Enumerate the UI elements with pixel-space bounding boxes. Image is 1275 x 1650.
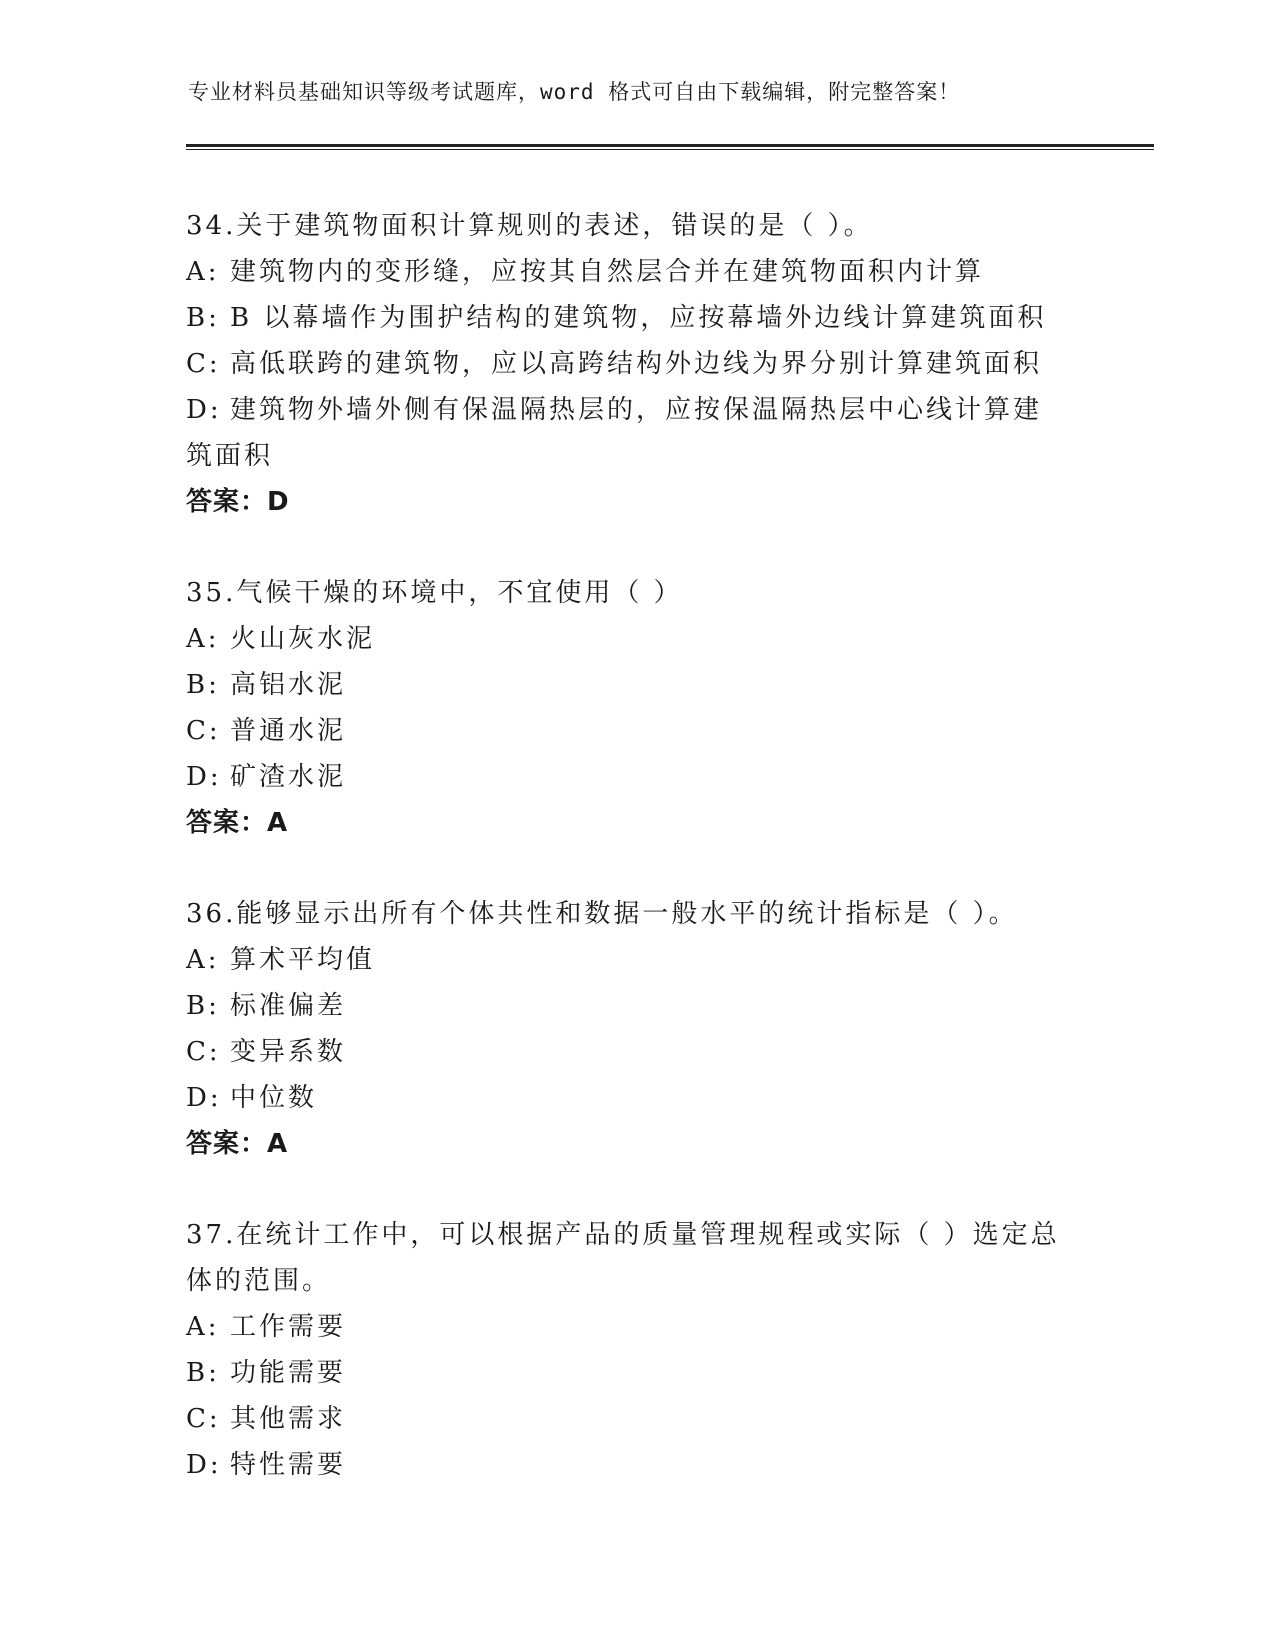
- option-c: [186, 1029, 1086, 1075]
- option-b: [186, 295, 1086, 341]
- question-stem: [186, 891, 1066, 937]
- option-a: [186, 1304, 1086, 1350]
- option-text: 高铝水泥: [230, 670, 347, 700]
- option-d: [186, 754, 1086, 800]
- question-stem: [186, 570, 1066, 616]
- option-c: [186, 708, 1086, 754]
- header-divider: [186, 144, 1154, 150]
- option-key: B:: [186, 991, 220, 1021]
- option-text: 标准偏差: [230, 991, 347, 1021]
- option-text: 矿渣水泥: [230, 762, 347, 792]
- answer-label: 答案：A: [186, 808, 289, 838]
- option-d: [186, 1442, 1086, 1488]
- option-text: 工作需要: [230, 1312, 347, 1342]
- option-text: 建筑物外墙外侧有保温隔热层的，应按保温隔热层中心线计算建筑面积: [186, 395, 1043, 471]
- question-stem: [186, 1212, 1066, 1304]
- option-key: C:: [186, 716, 221, 746]
- option-text: 算术平均值: [230, 945, 376, 975]
- option-b: [186, 1350, 1086, 1396]
- question-35: [186, 570, 1086, 846]
- option-text: B 以幕墙作为围护结构的建筑物，应按幕墙外边线计算建筑面积: [230, 303, 1047, 333]
- option-a: [186, 616, 1086, 662]
- question-number: 37.: [186, 1220, 237, 1250]
- option-b: [186, 662, 1086, 708]
- option-text: 建筑物内的变形缝，应按其自然层合并在建筑物面积内计算: [230, 257, 985, 287]
- question-34: [186, 203, 1086, 525]
- question-text: 在统计工作中，可以根据产品的质量管理规程或实际（ ）选定总体的范围。: [186, 1220, 1060, 1296]
- option-key: D:: [186, 762, 222, 792]
- option-d: [186, 387, 1066, 479]
- option-d: [186, 1075, 1086, 1121]
- option-key: B:: [186, 303, 220, 333]
- question-stem: [186, 203, 1066, 249]
- option-key: C:: [186, 1037, 221, 1067]
- question-37: [186, 1212, 1086, 1488]
- option-key: A:: [186, 945, 220, 975]
- question-number: 34.: [186, 211, 237, 241]
- question-36: [186, 891, 1086, 1167]
- option-text: 功能需要: [230, 1358, 347, 1388]
- option-a: [186, 249, 1086, 295]
- option-key: C:: [186, 1404, 221, 1434]
- option-text: 中位数: [230, 1083, 318, 1113]
- option-key: B:: [186, 1358, 220, 1388]
- option-text: 其他需求: [230, 1404, 347, 1434]
- page-header: 专业材料员基础知识等级考试题库，word 格式可自由下载编辑，附完整答案！: [188, 80, 961, 104]
- option-c: [186, 1396, 1086, 1442]
- option-key: A:: [186, 257, 220, 287]
- option-text: 火山灰水泥: [230, 624, 376, 654]
- question-text: 能够显示出所有个体共性和数据一般水平的统计指标是（ ）。: [236, 899, 1018, 929]
- option-key: D:: [186, 395, 222, 425]
- question-number: 35.: [186, 578, 237, 608]
- question-text: 关于建筑物面积计算规则的表述，错误的是（ ）。: [236, 211, 873, 241]
- option-key: A:: [186, 624, 220, 654]
- option-key: A:: [186, 1312, 220, 1342]
- option-text: 特性需要: [230, 1450, 347, 1480]
- option-text: 变异系数: [230, 1037, 347, 1067]
- question-text: 气候干燥的环境中，不宜使用（ ）: [236, 578, 683, 608]
- option-key: C:: [186, 349, 221, 379]
- option-a: [186, 937, 1086, 983]
- question-number: 36.: [186, 899, 237, 929]
- option-text: 高低联跨的建筑物，应以高跨结构外边线为界分别计算建筑面积: [230, 349, 1043, 379]
- question-list: [186, 203, 1086, 1533]
- option-text: 普通水泥: [230, 716, 347, 746]
- option-c: [186, 341, 1086, 387]
- answer-label: 答案：D: [186, 487, 290, 517]
- option-key: B:: [186, 670, 220, 700]
- answer-label: 答案：A: [186, 1129, 289, 1159]
- option-key: D:: [186, 1450, 222, 1480]
- option-key: D:: [186, 1083, 222, 1113]
- option-b: [186, 983, 1086, 1029]
